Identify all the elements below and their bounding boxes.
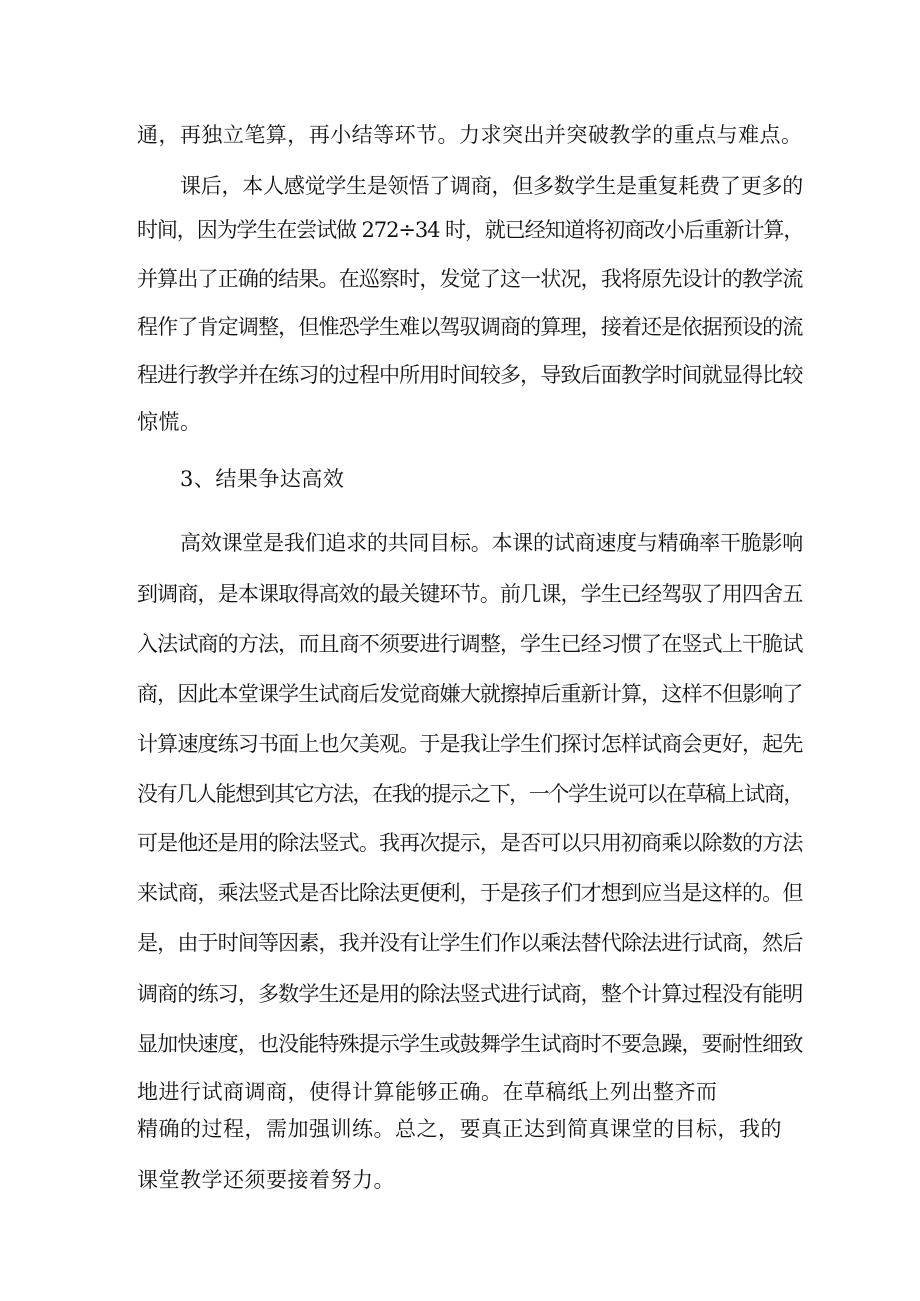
text-line: 程作了肯定调整，但惟恐学生难以驾驭调商的算理，接着还是依据预设的流 xyxy=(137,315,803,339)
text-line: 并算出了正确的结果。在巡察时，发觉了这一状况，我将原先设计的教学流 xyxy=(137,267,803,291)
text-line: 入法试商的方法，而且商不须要进行调整，学生已经习惯了在竖式上干脆试 xyxy=(137,632,803,656)
text-line: 课堂教学还须要接着努力。 xyxy=(137,1168,395,1192)
text-line: 到调商，是本课取得高效的最关键环节。前几课，学生已经驾驭了用四舍五 xyxy=(137,582,803,606)
text-line: 来试商，乘法竖式是否比除法更便利，于是孩子们才想到应当是这样的。但 xyxy=(137,881,803,905)
text-line: 没有几人能想到其它方法，在我的提示之下，一个学生说可以在草稿上试商， xyxy=(137,782,803,806)
text-line: 是，由于时间等因素，我并没有让学生们作以乘法替代除法进行试商，然后 xyxy=(137,931,803,955)
text-line: 显加快速度，也没能特殊提示学生或鼓舞学生试商时不要急躁，要耐性细致 xyxy=(137,1032,803,1056)
text-line: 高效课堂是我们追求的共同目标。本课的试商速度与精确率干脆影响 xyxy=(180,531,803,555)
text-line: 精确的过程，需加强训练。总之，要真正达到简真课堂的目标，我的 xyxy=(137,1117,782,1141)
text-line: 可是他还是用的除法竖式。我再次提示，是否可以只用初商乘以除数的方法 xyxy=(137,831,803,855)
text-line: 商，因此本堂课学生试商后发觉商嫌大就擦掉后重新计算，这样不但影响了 xyxy=(137,682,803,706)
text-line: 时间，因为学生在尝试做 272÷34 时，就已经知道将初商改小后重新计算， xyxy=(137,218,804,242)
text-line: 通，再独立笔算，再小结等环节。力求突出并突破教学的重点与难点。 xyxy=(137,123,803,147)
text-line: 程进行教学并在练习的过程中所用时间较多，导致后面教学时间就显得比较 xyxy=(137,363,803,387)
text-line: 调商的练习，多数学生还是用的除法竖式进行试商，整个计算过程没有能明 xyxy=(137,982,803,1006)
section-heading: 3、结果争达高效 xyxy=(180,467,345,491)
text-line: 课后，本人感觉学生是领悟了调商，但多数学生是重复耗费了更多的 xyxy=(180,174,803,198)
text-line: 地进行试商调商，使得计算能够正确。在草稿纸上列出整齐而 xyxy=(137,1080,718,1104)
text-line: 计算速度练习书面上也欠美观。于是我让学生们探讨怎样试商会更好，起先 xyxy=(137,732,803,756)
text-line: 惊慌。 xyxy=(137,410,202,434)
